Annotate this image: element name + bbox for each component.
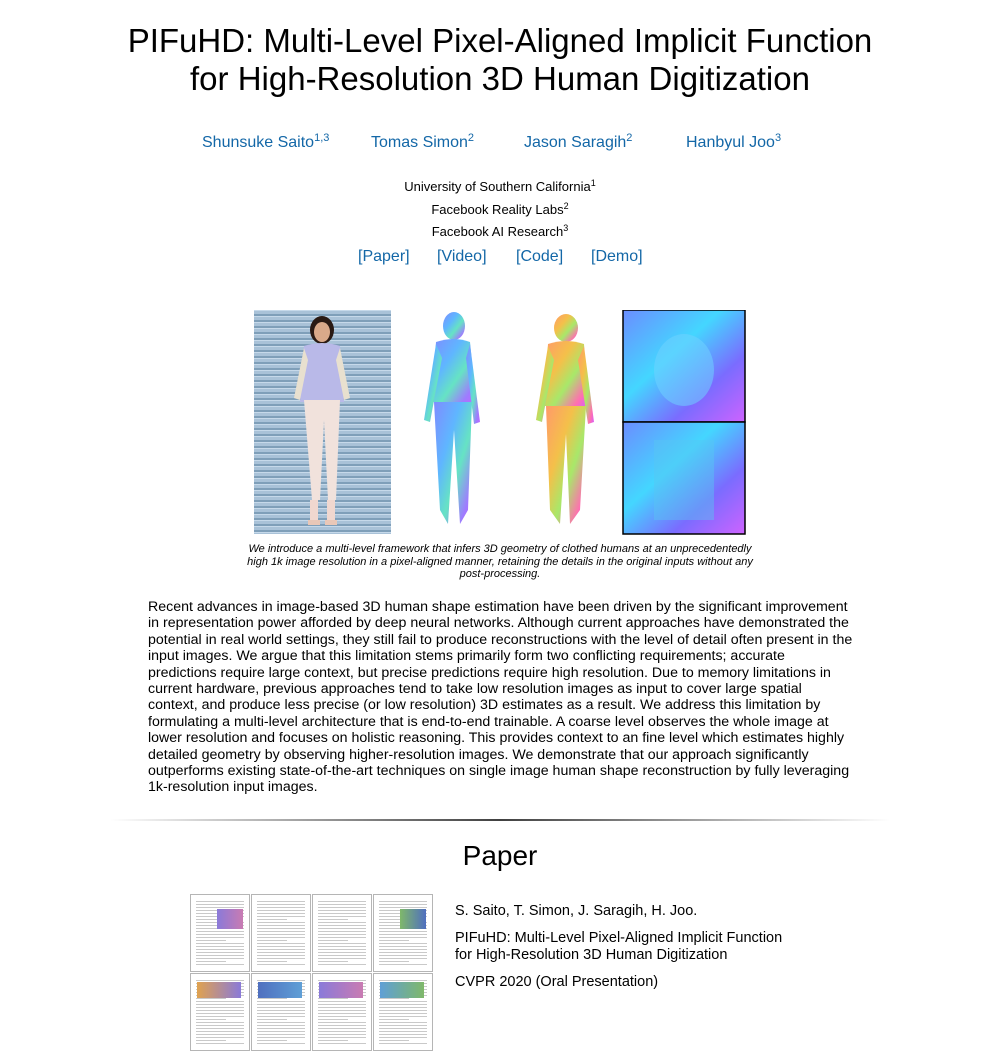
author-link-joo[interactable]: Hanbyul Joo$^3$	[686, 132, 782, 151]
zoomed-detail-panels	[623, 310, 745, 534]
input-photo	[254, 310, 391, 534]
title-line-2: for High-Resolution 3D Human Digitization	[190, 60, 810, 97]
paper-page-thumbnail[interactable]	[190, 894, 250, 972]
teaser-figure	[254, 310, 746, 536]
citation-title: PIFuHD: Multi-Level Pixel-Aligned Implicit Function for High-Resolution 3D Human Digitization	[455, 930, 783, 963]
video-link[interactable]: [Video]	[437, 248, 487, 265]
front-normal-reconstruction	[424, 312, 480, 524]
author-link-saito[interactable]: Shunsuke Saito$^{1,3}$	[202, 132, 330, 151]
paper-page-thumbnail[interactable]	[373, 894, 433, 972]
paper-citation	[455, 903, 782, 991]
paper-thumbnails[interactable]	[190, 894, 436, 1014]
citation-venue: CVPR 2020 (Oral Presentation)	[455, 974, 659, 990]
back-normal-reconstruction	[536, 314, 594, 524]
paper-page-thumbnail[interactable]	[190, 973, 250, 1051]
author-list	[0, 132, 1000, 160]
paper-link[interactable]: [Paper]	[358, 248, 410, 265]
affiliation-list	[0, 174, 1000, 242]
paper-section-heading: Paper	[462, 840, 538, 871]
citation-authors: S. Saito, T. Simon, J. Saragih, H. Joo.	[455, 903, 698, 919]
resource-links	[0, 248, 1000, 270]
paper-page-thumbnail[interactable]	[373, 973, 433, 1051]
affiliation-fair: Facebook AI Research$^3$	[431, 223, 569, 239]
paper-page-thumbnail[interactable]	[312, 894, 372, 972]
paper-page-thumbnail[interactable]	[251, 973, 311, 1051]
author-link-simon[interactable]: Tomas Simon$^2$	[371, 132, 475, 151]
abstract-text: Recent advances in image-based 3D human shape estimation have been driven by the significant improvement in representation power afforded by deep neural networks. Although current approaches have demonstrated the potential in real world settings, they still fail to produce reconstructions with the level of detail often present in the input images. We argue that this limitation stems primarily form two conflicting requirements; accurate predictions require large context, but precise predictions require high resolution. Due to memory limitations in current hardware, previous approaches tend to take low resolution images as input to cover large spatial context, and produce less precise (or low resolution) 3D estimates as a result. We address this limitation by formulating a multi-level architecture that is end-to-end trainable. A coarse level observes the whole image at lower resolution and focuses on holistic reasoning. This provides context to an fine level which estimates highly detailed geometry by observing higher-resolution images. We demonstrate that our approach significantly outperforms existing state-of-the-art techniques on single image human shape reconstruction by fully leveraging 1k-resolution input images.	[148, 599, 853, 796]
paper-page-thumbnail[interactable]	[251, 894, 311, 972]
paper-page-thumbnail[interactable]	[312, 973, 372, 1051]
code-link[interactable]: [Code]	[516, 248, 564, 265]
author-link-saragih[interactable]: Jason Saragih$^2$	[524, 132, 633, 151]
affiliation-usc: University of Southern California$^1$	[404, 178, 596, 194]
section-divider	[110, 819, 890, 821]
title-line-1: PIFuHD: Multi-Level Pixel-Aligned Implicit Function	[127, 22, 873, 59]
affiliation-frl: Facebook Reality Labs$^2$	[431, 200, 569, 217]
figure-caption: We introduce a multi-level framework that infers 3D geometry of clothed humans at an unprecedentedly high 1k image resolution in a pixel-aligned manner, retaining the details in the original inputs without any post-processing.	[247, 543, 753, 580]
page-title	[0, 22, 1000, 98]
demo-link[interactable]: [Demo]	[591, 248, 643, 265]
